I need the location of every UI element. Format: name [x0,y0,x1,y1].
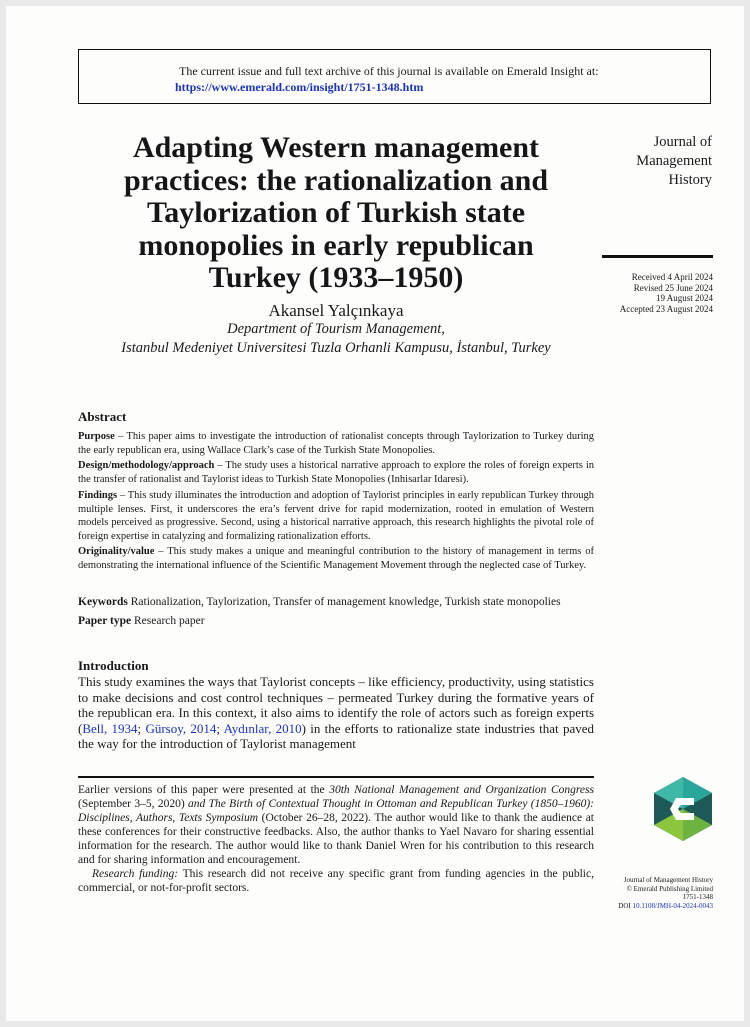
title-line: Adapting Western management [132,131,540,164]
conference-name: 30th National Management and Organization Congress [329,784,594,796]
ack-text: (October 26–28, 2022). The author would like to thank the audience at these conferences for their constructive feedbacks. Also, the author thanks to Yael Navaro for sharing essential information for the research. The author would like to thank Daniel Wren for his contribution to this research and for sharing information and encouragement. [78,812,594,866]
funding-label: Research funding: [92,868,179,880]
citation-link-aydinlar[interactable]: Aydınlar, 2010 [223,720,302,736]
meta-issn: 1751-1348 [682,893,713,901]
publication-info [596,876,713,910]
title-line: practices: the rationalization and [123,163,549,197]
title-line: Turkey (1933–1950) [208,261,464,294]
keywords-label: Keywords [78,596,128,608]
doi-label: DOI [618,901,633,910]
symposium-name: and The Birth of Contextual Thought in Ottoman and Republican Turkey (1850–1960): Disciplines, Authors, Texts Symposium [78,798,595,824]
abstract-heading: Abstract [78,409,127,424]
date-line: Accepted 23 August 2024 [619,303,713,314]
keywords [78,595,608,609]
intro-text-after: ) in the efforts to rationalize state industries that paved the way for the introduction of Taylorist management [78,720,594,751]
journal-divider [602,255,713,258]
design-label: Design/methodology/approach [78,460,215,471]
title-line: Taylorization of Turkish state [146,196,526,229]
keywords-text: Rationalization, Taylorization, Transfer of management knowledge, Turkish state monopolies [127,596,561,608]
notice-text: The current issue and full text archive of this journal is available on Emerald Insight at: [179,64,599,78]
paper-type [78,614,608,628]
meta-journal: Journal of Management History [623,876,713,884]
journal-name-line: Management [636,153,712,169]
introduction-heading: Introduction [78,658,149,673]
date-line: 19 August 2024 [655,293,713,303]
ack-text: (September 3–5, 2020) [78,798,188,810]
author-affiliation [96,320,576,358]
introduction-text [78,674,594,752]
originality-text: – This study makes a unique and meaningful contribution to the history of management in terms of demonstrating the international influence of the Scientific Management Movement through the neglected case of Turkey. [78,546,594,571]
paper-type-text: Research paper [131,615,205,627]
submission-dates [596,272,713,314]
abstract-purpose [78,430,594,457]
citation-link-bell[interactable]: Bell, 1934 [82,720,138,736]
journal-url-link[interactable]: https://www.emerald.com/insight/1751-1348.htm [175,80,424,94]
paper-page [6,6,744,1021]
emerald-logo-icon [652,776,714,842]
design-text: – The study uses a historical narrative approach to explore the roles of foreign experts in the transfer of rationalist and Taylorist ideas to Turkish State Monopolies (Inhisarlar Idaresi). [78,460,594,485]
article-title [106,132,566,295]
journal-name-line: History [668,172,712,188]
findings-label: Findings [78,490,118,501]
funding-text: This research did not receive any specific grant from funding agencies in the public, commercial, or not-for-profit sectors. [78,868,594,894]
originality-label: Originality/value [78,546,155,557]
footnote [78,783,594,895]
footnote-divider [78,776,594,778]
ack-text: Earlier versions of this paper were presented at the [78,784,330,796]
journal-name-line: Journal of [653,134,712,150]
paper-type-label: Paper type [78,615,132,627]
abstract-findings [78,489,594,543]
affiliation-line: Department of Tourism Management, [227,321,445,337]
citation-separator: ; [216,720,224,736]
abstract-design [78,459,594,486]
journal-name [596,133,712,190]
meta-doi [596,902,713,911]
doi-link[interactable]: 10.1108/JMH-04-2024-0043 [632,901,713,910]
title-line: monopolies in early republican [138,228,534,262]
funding-paragraph [78,867,594,895]
purpose-text: – This paper aims to investigate the introduction of rationalist concepts through Taylorization to Turkey during the early republican era, using Wallace Clark’s case of the Turkish State Monopolies. [78,431,594,456]
acknowledgement-paragraph [78,783,594,867]
purpose-label: Purpose [78,431,115,442]
author-name: Akansel Yalçınkaya [268,301,404,320]
findings-text: – This study illuminates the introduction and adoption of Taylorist principles in early republican Turkey through multiple lenses. First, it underscores the era’s fervent drive for rapid modernization, rooted in emulation of Western models perceived as progressive. Second, using a historical narrative approach, this research highlights the pivotal role of foreign expertise in catalyzing and formalizing rationalization efforts. [78,490,594,542]
affiliation-line: Istanbul Medeniyet Universitesi Tuzla Orhanli Kampusu, İstanbul, Turkey [121,340,551,356]
meta-copyright: © Emerald Publishing Limited [626,884,713,893]
abstract-originality [78,545,594,572]
availability-notice [78,49,711,104]
date-line: Received 4 April 2024 [631,272,713,282]
intro-text-before: This study examines the ways that Taylorist concepts – like efficiency, productivity, using statistics to make decisions and cost control techniques – permeated Turkey during the formative years of the republican era. In this context, it also aims to identify the role of actors such as foreign experts ( [78,674,594,736]
citation-link-gursoy[interactable]: Gürsoy, 2014 [145,720,217,736]
date-line: Revised 25 June 2024 [633,282,713,293]
citation-separator: ; [137,720,146,736]
